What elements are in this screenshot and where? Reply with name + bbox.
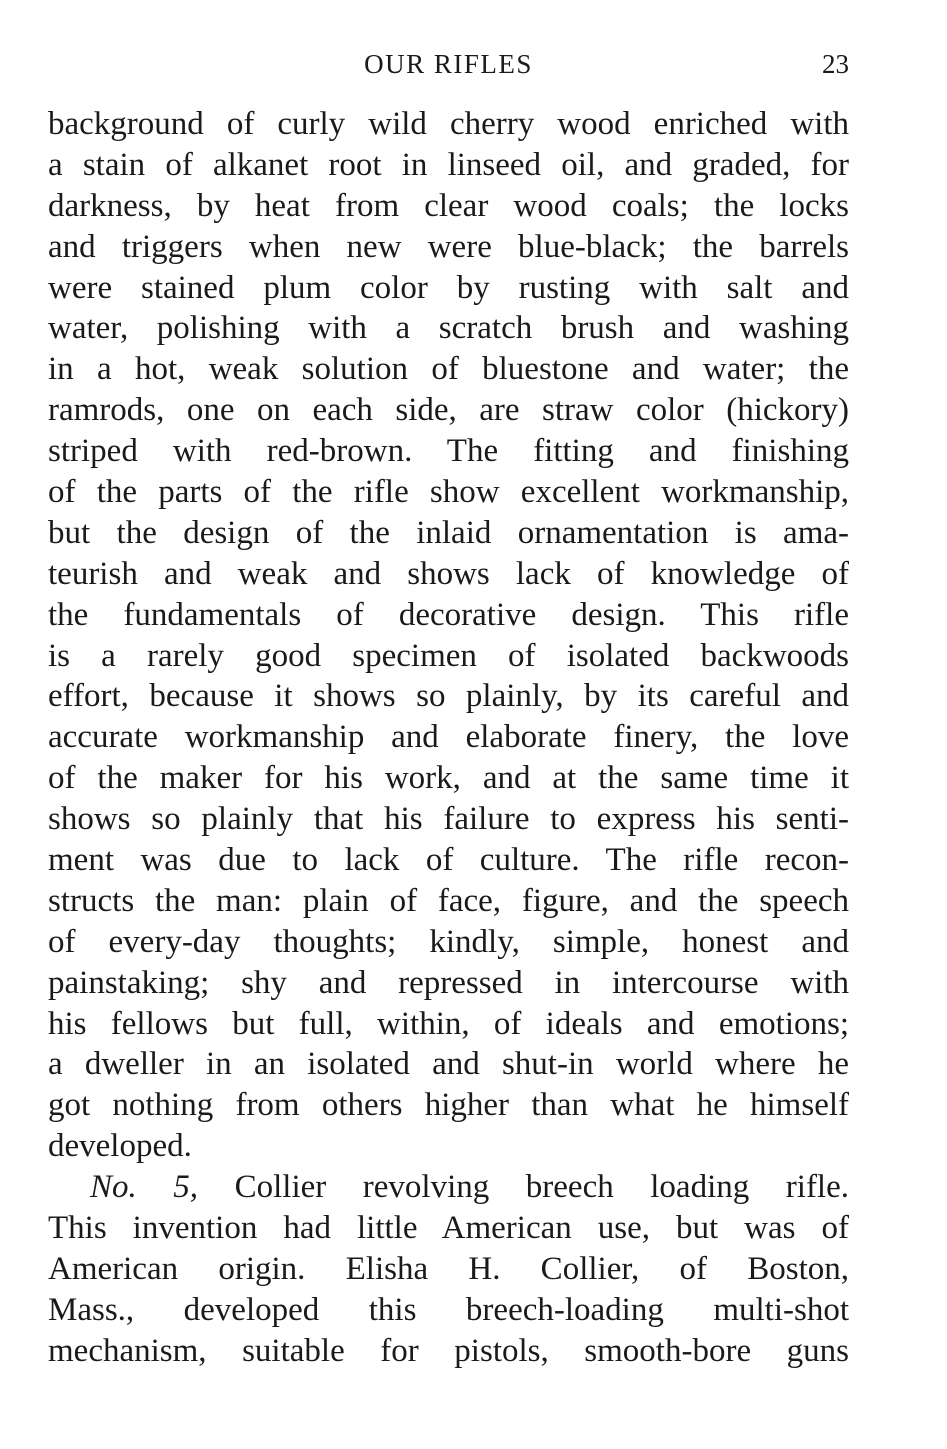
text-line: ment was due to lack of culture. The rifle recon- (48, 842, 849, 879)
text-line: a dweller in an isolated and shut-in world where he (48, 1046, 849, 1083)
text-line: darkness, by heat from clear wood coals; the locks (48, 187, 849, 224)
text-line (48, 1167, 849, 1208)
text-line: a stain of alkanet root in linseed oil, and graded, for (48, 146, 849, 183)
text-fragment: Collier revolving breech loading rifle. (198, 1169, 849, 1206)
text-line: in a hot, weak solution of bluestone and water; the (48, 351, 849, 388)
text-line: structs the man: plain of face, figure, and the speech (48, 882, 849, 919)
body-text (48, 104, 849, 1372)
text-line: effort, because it shows so plainly, by its careful and (48, 678, 849, 715)
text-line: of the maker for his work, and at the same time it (48, 760, 849, 797)
text-line: striped with red-brown. The fitting and finishing (48, 433, 849, 470)
text-line: This invention had little American use, but was of (48, 1210, 849, 1247)
paragraph-1 (48, 104, 849, 1167)
text-line: of every-day thoughts; kindly, simple, honest and (48, 923, 849, 960)
text-line: accurate workmanship and elaborate finery, the love (48, 719, 849, 756)
item-number: No. 5, (90, 1169, 199, 1206)
text-line: ramrods, one on each side, are straw color (hickory) (48, 392, 849, 429)
text-line: his fellows but full, within, of ideals and emotions; (48, 1005, 849, 1042)
text-line: mechanism, suitable for pistols, smooth-bore guns (48, 1332, 849, 1369)
running-head-title: OUR RIFLES (364, 49, 533, 79)
text-line: of the parts of the rifle show excellent workmanship, (48, 474, 849, 511)
text-line: water, polishing with a scratch brush and washing (48, 310, 849, 347)
text-line: developed. (48, 1128, 192, 1165)
text-line: were stained plum color by rusting with salt and (48, 269, 849, 306)
text-line: painstaking; shy and repressed in intercourse with (48, 964, 849, 1001)
text-line: shows so plainly that his failure to express his senti- (48, 801, 849, 838)
page-number: 23 (822, 49, 849, 79)
text-line: but the design of the inlaid ornamentation is ama- (48, 514, 849, 551)
text-line: background of curly wild cherry wood enriched with (48, 106, 849, 142)
text-line: Mass., developed this breech-loading multi-shot (48, 1291, 849, 1328)
paragraph-2 (48, 1167, 849, 1371)
text-line: is a rarely good specimen of isolated backwoods (48, 637, 849, 674)
text-line: teurish and weak and shows lack of knowledge of (48, 555, 849, 592)
text-line: the fundamentals of decorative design. This rifle (48, 596, 849, 633)
text-line: got nothing from others higher than what he himself (48, 1087, 849, 1124)
running-head (48, 44, 849, 84)
text-line: American origin. Elisha H. Collier, of Boston, (48, 1250, 849, 1287)
text-line: and triggers when new were blue-black; the barrels (48, 228, 849, 265)
